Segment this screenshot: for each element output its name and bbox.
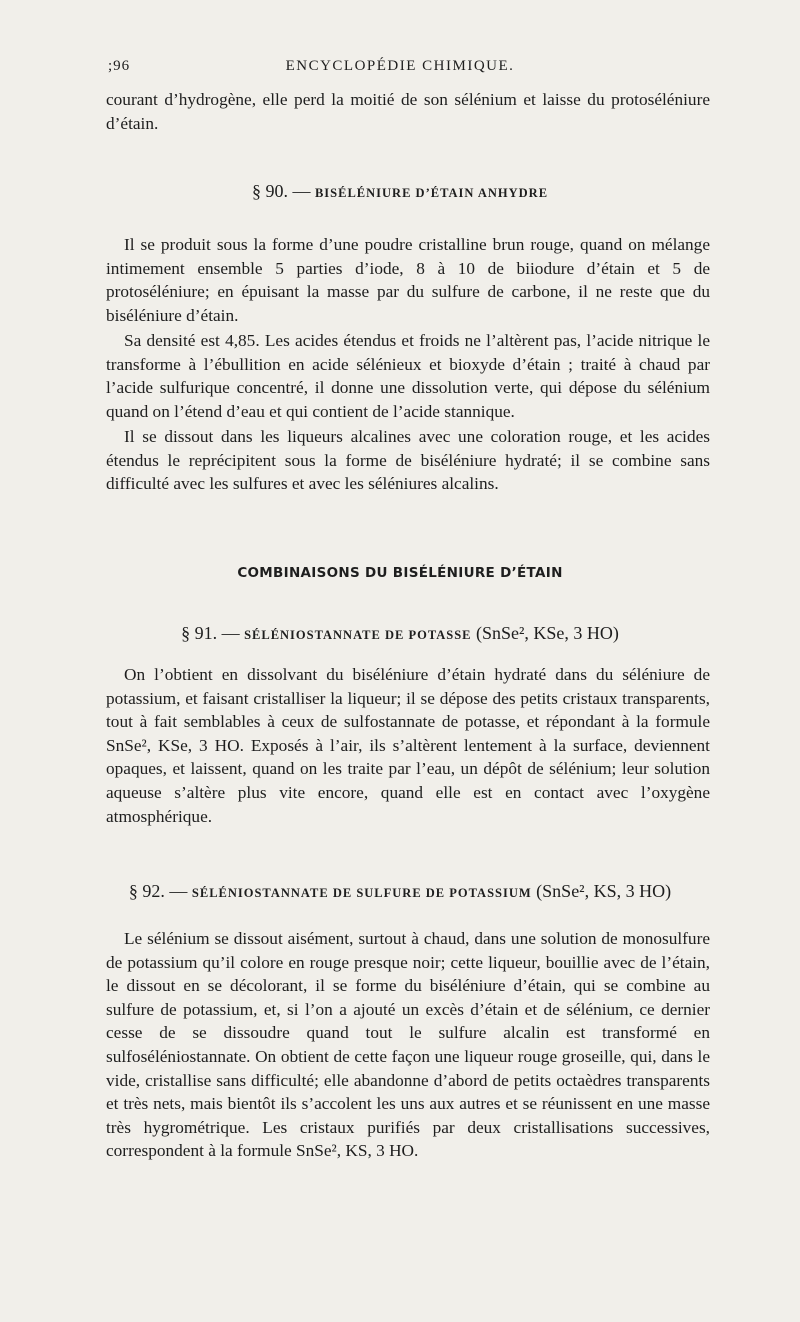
section-heading-title: SÉLÉNIOSTANNATE DE SULFURE DE POTASSIUM	[191, 886, 532, 900]
running-title: ENCYCLOPÉDIE CHIMIQUE.	[285, 58, 515, 74]
page-header	[0, 58, 800, 82]
section-heading-formula: (SnSe², KSe, 3 HO)	[476, 623, 619, 643]
paragraph-90-3: Il se dissout dans les liqueurs alcalines avec une coloration rouge, et les acides étendus le reprécipitent sous la forme de biséléniure hydraté; il se combine sans difficulté avec les sulfures et avec les séléniures alcalins.	[106, 427, 710, 494]
section-number: § 91.	[181, 623, 218, 643]
section-heading-formula: (SnSe², KS, 3 HO)	[536, 881, 672, 901]
section-heading-90	[0, 181, 800, 202]
section-number: § 92.	[128, 881, 165, 901]
section-heading-91	[0, 623, 800, 644]
paragraph-91: On l’obtient en dissolvant du biséléniure d’étain hydraté dans du séléniure de potassium, et faisant cristalliser la liqueur; il se dépose des petits cristaux transparents, tout à fait semblables à ceux de sulfostannate de potasse, et répondant à la formule SnSe², KSe, 3 HO. Exposés à l’air, ils s’altèrent lentement à la surface, deviennent opaques, et laissent, quand on les traite par l’eau, un dépôt de sélénium; leur solution aqueuse s’altère plus vite encore, quand elle est en contact avec l’oxygène atmosphérique.	[106, 665, 710, 826]
section-heading-title: SÉLÉNIOSTANNATE DE POTASSE	[244, 628, 472, 642]
paragraph-intro: courant d’hydrogène, elle perd la moitié de son sélénium et laisse du protoséléniure d’étain.	[106, 90, 710, 133]
paragraph-92: Le sélénium se dissout aisément, surtout à chaud, dans une solution de monosulfure de potassium qu’il colore en rouge presque noir; cette liqueur, bouillie avec de l’étain, le dissout en se décolorant, il se forme du biséléniure d’étain, qui se combine au sulfure de potassium, et, si l’on a ajouté un excès d’étain et de sélénium, ce dernier cesse de se dissoudre quand tout le sulfure alcalin est transformé en sulfoséléniostannate. On obtient de cette façon une liqueur rouge groseille, qui, dans le vide, cristallise sans difficulté; elle abandonne d’abord de petits octaèdres transparents et très nets, mais bientôt ils s’accolent les uns aux autres et se réunissent en une masse très hygrométrique. Les cristaux purifiés par deux cristallisations successives, correspondent à la formule SnSe², KS, 3 HO.	[106, 929, 710, 1161]
section-number: § 90.	[251, 181, 288, 201]
paragraph-90-2: Sa densité est 4,85. Les acides étendus et froids ne l’altèrent pas, l’acide nitrique le transforme à l’ébullition en acide sélénieux et bioxyde d’étain ; traité à chaud par l’acide sulfurique concentré, il donne une dissolution verte, qui dépose du sélénium quand on l’étend d’eau et qui contient de l’acide stannique.	[106, 331, 710, 421]
page-number: ;96	[108, 58, 131, 74]
heading-dash: —	[221, 623, 240, 643]
heading-dash: —	[292, 181, 311, 201]
heading-dash: —	[169, 881, 188, 901]
section-title-combinaisons: COMBINAISONS DU BISÉLÉNIURE D’ÉTAIN	[237, 565, 563, 581]
section-heading-92	[0, 881, 800, 902]
paragraph-90-1: Il se produit sous la forme d’une poudre cristalline brun rouge, quand on mélange intimement ensemble 5 parties d’iode, 8 à 10 de biiodure d’étain et 5 de protoséléniure; en épuisant la masse par du sulfure de carbone, il ne reste que du biséléniure d’étain.	[106, 235, 710, 325]
section-heading-title: BISÉLÉNIURE D’ÉTAIN ANHYDRE	[314, 186, 549, 200]
